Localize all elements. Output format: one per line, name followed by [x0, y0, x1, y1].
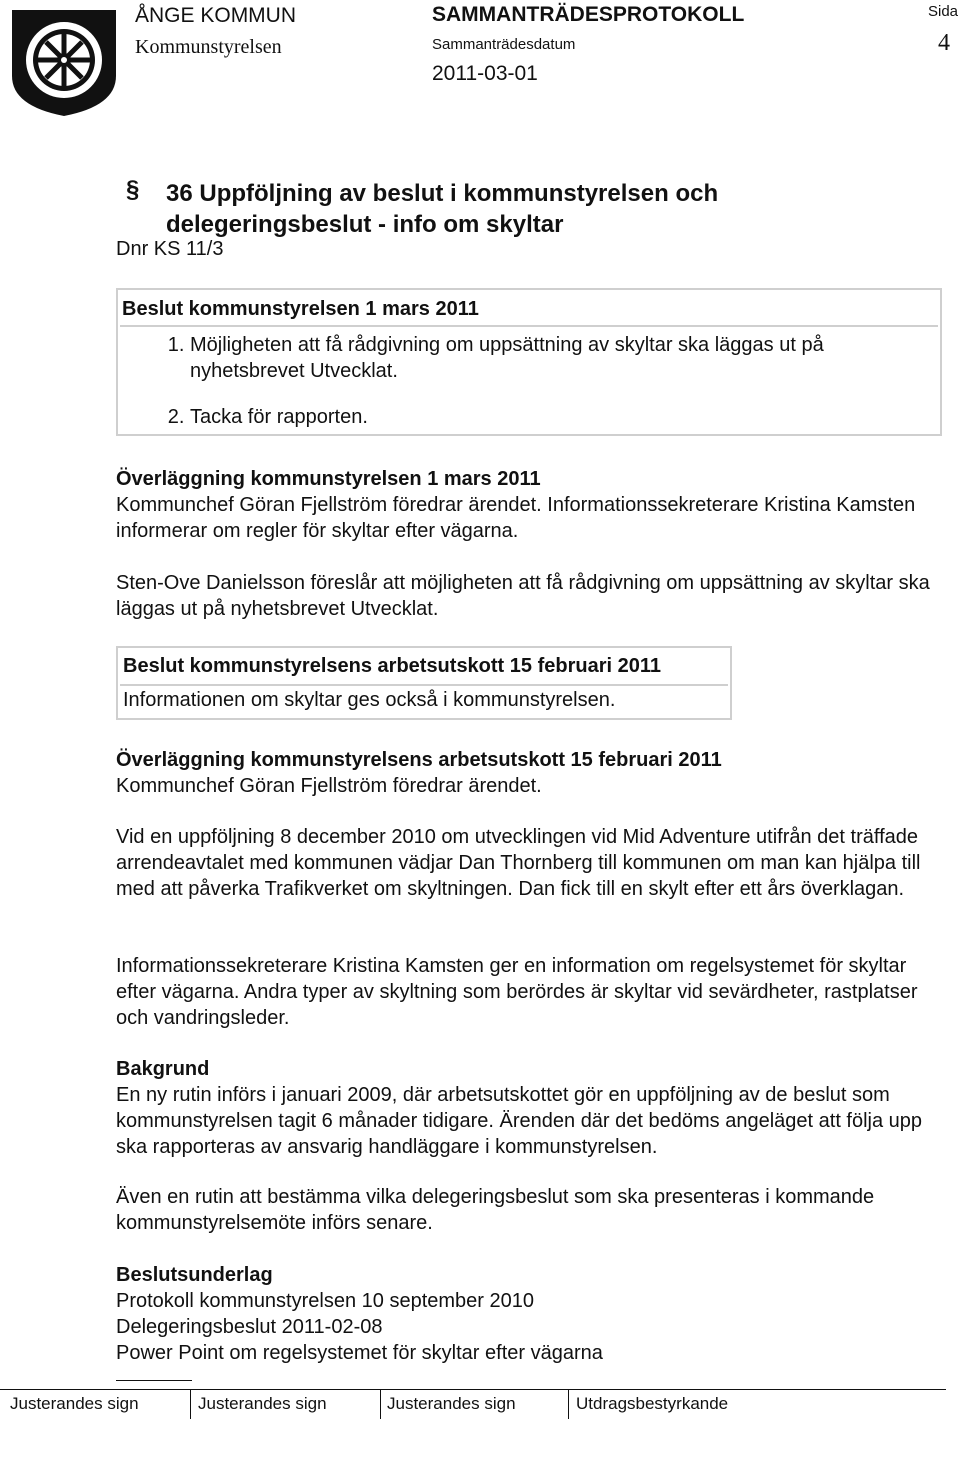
extract-certification-cell: Utdragsbestyrkande [576, 1394, 729, 1413]
basis-item: Delegeringsbeslut 2011-02-08 [116, 1316, 383, 1338]
meeting-date: 2011-03-01 [432, 62, 538, 85]
footer-separator [380, 1389, 381, 1419]
meeting-date-label: Sammanträdesdatum [432, 36, 576, 53]
page-number: 4 [938, 30, 950, 56]
paragraph-symbol: § [126, 176, 140, 203]
au-decision-heading: Beslut kommunstyrelsens arbetsutskott 15 februari 2011 [123, 655, 661, 677]
decision-list [154, 332, 910, 430]
short-rule [116, 1380, 192, 1381]
section-title: 36 Uppföljning av beslut i kommunstyrelsen och delegeringsbeslut - info om skyltar [166, 180, 719, 238]
background-heading: Bakgrund [116, 1058, 210, 1080]
signature-cell-2: Justerandes sign [198, 1394, 327, 1413]
deliberation-ks-text: Kommunchef Göran Fjellström föredrar ärendet. Informationssekreterare Kristina Kamsten informerar om regler för skyltar efter vägarna. [116, 494, 916, 542]
decision-heading: Beslut kommunstyrelsen 1 mars 2011 [122, 298, 479, 320]
au-decision-text: Informationen om skyltar ges också i kommunstyrelsen. [123, 689, 616, 711]
municipality-logo [8, 6, 120, 118]
signature-cell-1: Justerandes sign [10, 1394, 139, 1413]
board-name: Kommunstyrelsen [135, 36, 282, 58]
diary-number: Dnr KS 11/3 [116, 238, 224, 260]
au-decision-box [116, 646, 732, 720]
document-type: SAMMANTRÄDESPROTOKOLL [432, 3, 745, 26]
municipality-name: ÅNGE KOMMUN [135, 4, 297, 27]
decision-box [116, 288, 942, 436]
page-label: Sida [928, 3, 959, 20]
background-text-2: Även en rutin att bestämma vilka delegeringsbeslut som ska presenteras i kommande kommunstyrelsemöte införs senare. [116, 1186, 875, 1234]
background-text-1: En ny rutin införs i januari 2009, där arbetsutskottet gör en uppföljning av de beslut som kommunstyrelsen tagit 6 månader tidigare. Ärenden där det bedöms angeläget att följa upp ska rapporteras av ansvarig handläggare i kommunstyrelsen. [116, 1084, 923, 1158]
deliberation-au-text: Kommunchef Göran Fjellström föredrar ärendet. [116, 775, 542, 797]
decision-divider [120, 325, 938, 327]
basis-item: Protokoll kommunstyrelsen 10 september 2010 [116, 1290, 534, 1312]
basis-item: Power Point om regelsystemet för skyltar efter vägarna [116, 1342, 603, 1364]
deliberation-au-heading: Överläggning kommunstyrelsens arbetsutskott 15 februari 2011 [116, 749, 722, 771]
followup-text: Vid en uppföljning 8 december 2010 om utvecklingen vid Mid Adventure utifrån det träffade arrendeavtalet med kommunen vädjar Dan Thornberg till kommunen om man kan hjälpa till med att påverka Trafikverket om skyltningen. Dan fick till en skylt efter ett års överklagan. [116, 826, 921, 900]
basis-heading: Beslutsunderlag [116, 1264, 273, 1286]
signature-cell-3: Justerandes sign [387, 1394, 516, 1413]
au-decision-divider [120, 684, 728, 686]
footer-separator [190, 1389, 191, 1419]
info-text: Informationssekreterare Kristina Kamsten ger en information om regelsystemet för skyltar efter vägarna. Andra typer av skyltning som berördes är skyltar vid sevärdheter, rastplatser och vandringsleder. [116, 955, 918, 1029]
proposal-text: Sten-Ove Danielsson föreslår att möjligheten att få rådgivning om uppsättning av skyltar ska läggas ut på nyhetsbrevet Utvecklat. [116, 572, 930, 620]
decision-item: 2. Tacka för rapporten. [190, 404, 910, 430]
footer-rule [0, 1389, 946, 1390]
footer-separator [568, 1389, 569, 1419]
deliberation-ks-heading: Överläggning kommunstyrelsen 1 mars 2011 [116, 468, 541, 490]
decision-item: 1. Möjligheten att få rådgivning om uppsättning av skyltar ska läggas ut på nyhetsbrevet Utvecklat. [190, 332, 910, 384]
